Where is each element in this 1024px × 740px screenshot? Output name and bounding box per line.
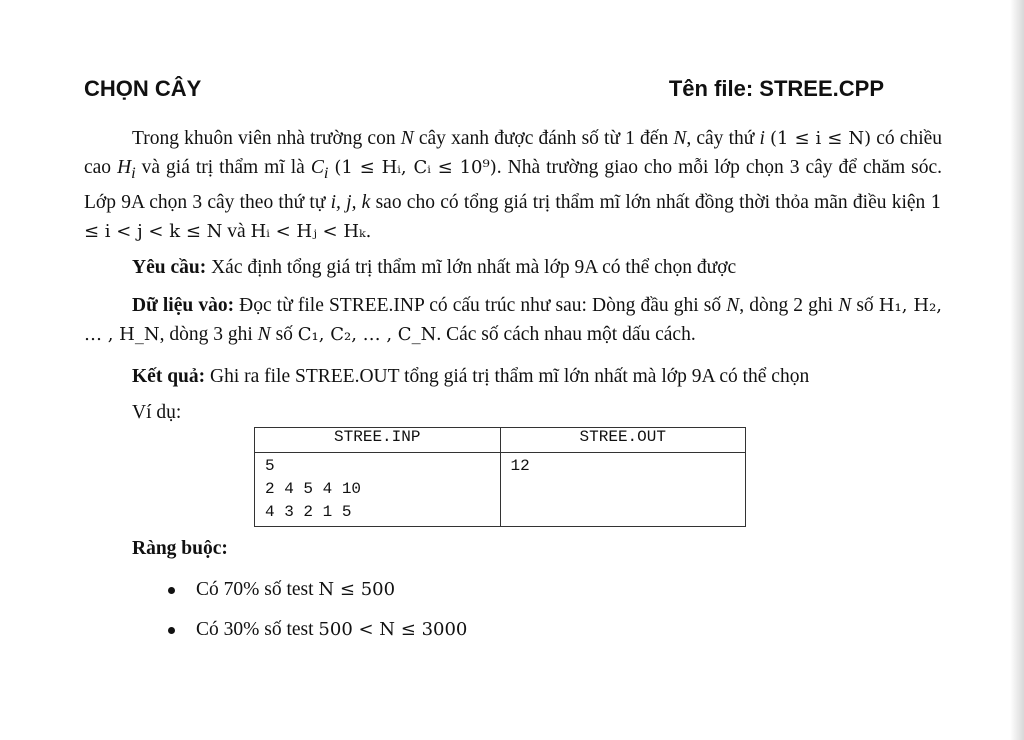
example-input-line: 2 4 5 4 10	[265, 480, 362, 498]
math-var-h: H	[117, 157, 132, 178]
requirement-section	[84, 253, 942, 282]
page-edge-shadow	[1010, 0, 1024, 740]
math-sub-i: i	[323, 163, 329, 182]
math-sub-i: i	[131, 163, 136, 182]
constraints-list	[168, 570, 467, 650]
input-text: Đọc từ file STREE.INP có cấu trúc như sau: Dòng đầu ghi số	[234, 295, 727, 316]
input-text: số	[270, 324, 298, 345]
example-table	[254, 427, 746, 527]
example-output-line: 12	[510, 457, 530, 475]
input-section	[84, 291, 942, 349]
math-h-list: H₁, H₂, … , H_N	[84, 295, 943, 345]
input-text: , dòng 3 ghi	[159, 324, 258, 345]
math-c-list: C₁, C₂, … , C_N	[297, 324, 437, 345]
example-label: Ví dụ:	[132, 402, 182, 423]
constraint-math: 500 < N ≤ 3000	[318, 619, 468, 640]
output-section	[84, 362, 942, 391]
problem-statement	[84, 124, 942, 246]
example-input-line: 5	[265, 457, 275, 475]
example-data-row	[255, 453, 746, 527]
example-input-header: STREE.INP	[255, 428, 501, 453]
example-input-cell	[255, 453, 501, 527]
statement-text: cây xanh được đánh số từ 1 đến	[413, 128, 674, 149]
requirement-label: Yêu cầu:	[132, 257, 207, 278]
example-input-line: 4 3 2 1 5	[265, 503, 352, 521]
math-var-i: i	[759, 128, 765, 149]
problem-title: CHỌN CÂY	[84, 76, 202, 101]
input-text: số	[851, 295, 879, 316]
statement-text: có chiều cao	[84, 128, 943, 178]
statement-text: và	[222, 220, 251, 242]
math-index-condition: (1 ≤ i ≤ N)	[770, 128, 872, 149]
problem-header	[84, 76, 884, 108]
math-var-n: N	[726, 295, 740, 316]
statement-text: và giá trị thẩm mĩ là	[135, 157, 311, 178]
math-range-condition: (1 ≤ Hᵢ, Cᵢ ≤ 10⁹)	[334, 157, 497, 178]
math-var-c: C	[310, 157, 324, 178]
math-var-n: N	[257, 324, 271, 345]
example-output-header: STREE.OUT	[500, 428, 746, 453]
statement-text: Trong khuôn viên nhà trường con	[132, 128, 401, 149]
output-text: Ghi ra file STREE.OUT tổng giá trị thẩm mĩ lớn nhất mà lớp 9A có thể chọn	[205, 366, 810, 387]
constraint-text: Có 30% số test	[196, 619, 319, 640]
requirement-text: Xác định tổng giá trị thẩm mĩ lớn nhất mà lớp 9A có thể chọn được	[206, 257, 737, 278]
constraint-item	[168, 570, 467, 610]
statement-text: . Nhà trường giao cho mỗi lớp chọn 3 cây để chăm sóc. Lớp 9A chọn 3 cây theo thứ tự	[84, 157, 943, 213]
example-output-cell	[500, 453, 746, 527]
math-height-condition: Hᵢ < Hⱼ < Hₖ.	[250, 220, 372, 242]
constraint-item	[168, 610, 467, 650]
math-order-condition: 1 ≤ i < j < k ≤ N	[84, 191, 942, 242]
constraint-text: Có 70% số test	[196, 579, 319, 600]
math-var-n: N	[673, 128, 687, 149]
math-ijk: i, j, k	[330, 191, 371, 213]
constraint-math: N ≤ 500	[318, 579, 396, 600]
math-var-n: N	[400, 128, 414, 149]
statement-text: , cây thứ	[686, 128, 760, 149]
input-label: Dữ liệu vào:	[132, 295, 235, 316]
output-label: Kết quả:	[132, 366, 206, 387]
statement-text: sao cho có tổng giá trị thẩm mĩ lớn nhất đồng thời thỏa mãn điều kiện	[370, 191, 931, 213]
file-name-label: Tên file: STREE.CPP	[668, 76, 884, 101]
math-var-n: N	[838, 295, 852, 316]
input-text: , dòng 2 ghi	[739, 295, 839, 316]
constraints-section	[84, 534, 942, 563]
example-header-row	[255, 428, 746, 453]
input-text: . Các số cách nhau một dấu cách.	[436, 324, 696, 345]
constraints-label: Ràng buộc:	[132, 538, 228, 559]
